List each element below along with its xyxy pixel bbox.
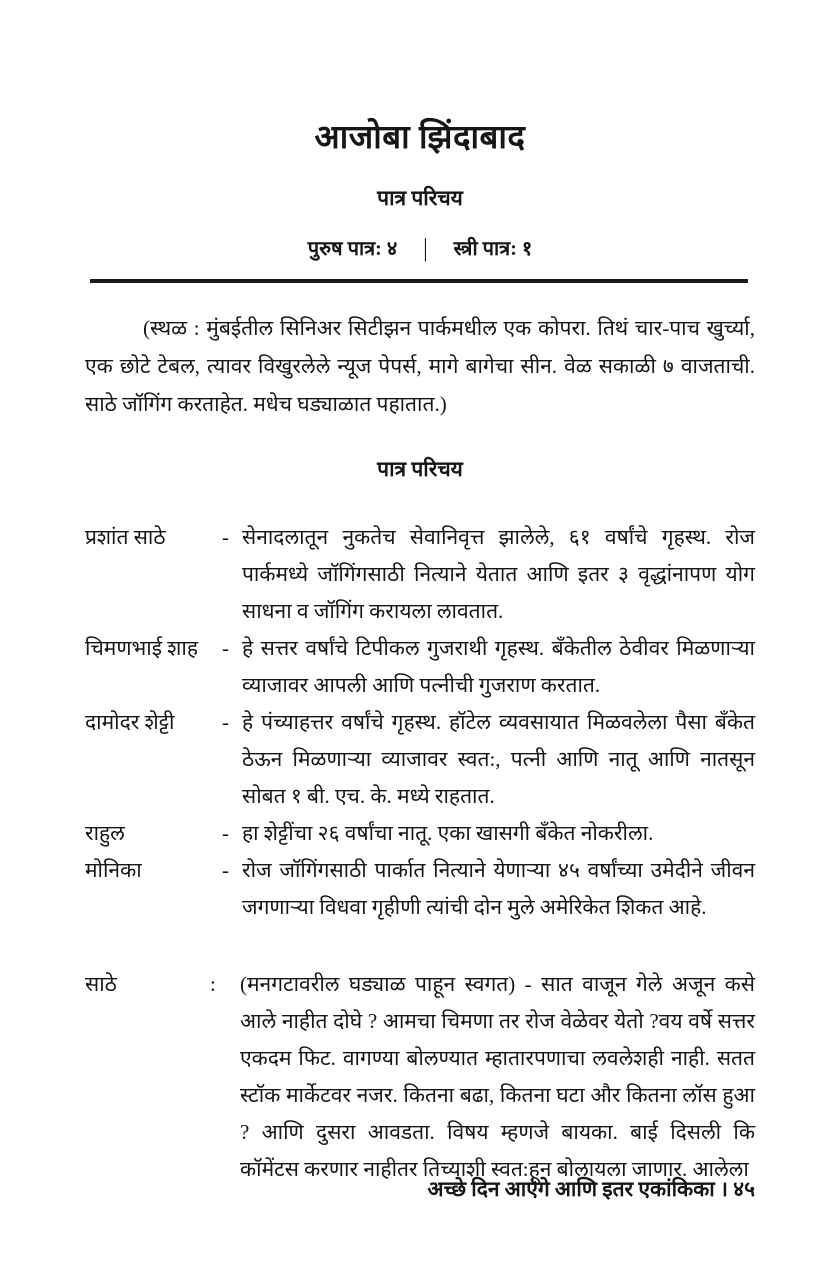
page-footer: अच्छे दिन आएंगे आणि इतर एकांकिका । ४५ xyxy=(427,1177,755,1201)
cast-separator: - xyxy=(222,858,229,882)
dialogue-row xyxy=(85,966,755,1188)
vertical-divider: | xyxy=(423,232,428,262)
speaker-separator: : xyxy=(210,972,216,996)
cast-name: प्रशांत साठे xyxy=(85,525,166,549)
cast-description: सेनादलातून नुकतेच सेवानिवृत्त झालेले, ६१ वर्षांचे गृहस्थ. रोज पार्कमध्ये जॉगिंगसाठी नित्याने येतात आणि इतर ३ वृद्धांनापण योग साधना व जॉगिंग करायला लावतात. xyxy=(242,525,755,623)
cast-count-line xyxy=(85,234,755,261)
horizontal-rule xyxy=(90,279,748,283)
cast-list-heading: पात्र परिचय xyxy=(377,457,463,481)
cast-description: हा शेट्टींचा २६ वर्षांचा नातू. एका खासगी बँकेत नोकरीला. xyxy=(242,821,654,845)
cast-row xyxy=(85,852,755,926)
cast-row xyxy=(85,630,755,704)
cast-separator: - xyxy=(222,636,229,660)
speaker-name: साठे xyxy=(85,972,117,996)
cast-row xyxy=(85,815,755,852)
cast-description: रोज जॉगिंगसाठी पार्कात नित्याने येणाऱ्या ४५ वर्षांच्या उमेदीने जीवन जगणाऱ्या विधवा गृहीणी त्यांची दोन मुले अमेरिकेत शिकत आहे. xyxy=(242,858,755,919)
cast-separator: - xyxy=(222,821,229,845)
cast-description: हे पंच्याहत्तर वर्षांचे गृहस्थ. हॉटेल व्यवसायात मिळवलेला पैसा बँकेत ठेऊन मिळणाऱ्या व्याजावर स्वत:, पत्नी आणि नातू आणि नातसून सोबत १ बी. एच. के. मध्ये राहतात. xyxy=(242,710,755,808)
cast-list xyxy=(85,519,755,926)
page-header xyxy=(85,118,755,261)
cast-row xyxy=(85,519,755,630)
character-intro-label: पात्र परिचय xyxy=(377,186,463,210)
cast-name: मोनिका xyxy=(85,858,142,882)
cast-description: हे सत्तर वर्षांचे टिपीकल गुजराथी गृहस्थ. बँकेतील ठेवीवर मिळणाऱ्या व्याजावर आपली आणि पत्नीची गुजराण करतात. xyxy=(242,636,755,697)
stage-direction: (स्थळ : मुंबईतील सिनिअर सिटीझन पार्कमधील एक कोपरा. तिथं चार-पाच खुर्च्या, एक छोटे टेबल, त्यावर विखुरलेले न्यूज पेपर्स, मागे बागेचा सीन. वेळ सकाळी ७ वाजताची. साठे जॉगिंग करताहेत. मधेच घड्याळात पहातात.) xyxy=(85,316,755,416)
cast-separator: - xyxy=(222,710,229,734)
cast-row xyxy=(85,704,755,815)
dialogue-section xyxy=(85,966,755,1188)
male-cast-count: पुरुष पात्र: ४ xyxy=(307,238,398,260)
female-cast-count: स्त्री पात्र: १ xyxy=(453,238,533,260)
play-title: आजोबा झिंदाबाद xyxy=(314,120,526,156)
cast-name: चिमणभाई शाह xyxy=(85,636,198,660)
cast-name: राहुल xyxy=(85,821,125,845)
cast-separator: - xyxy=(222,525,229,549)
dialogue-text: (मनगटावरील घड्याळ पाहून स्वगत) - सात वाजून गेले अजून कसे आले नाहीत दोघे ? आमचा चिमणा तर रोज वेळेवर येतो ?वय वर्षे सत्तर एकदम फिट. वागण्या बोलण्यात म्हातारपणाचा लवलेशही नाही. सतत स्टॉक मार्केटवर नजर. कितना बढा, कितना घटा और कितना लॉस हुआ ? आणि दुसरा आवडता. विषय म्हणजे बायका. बाई दिसली कि कॉमेंटस करणार नाहीतर तिच्याशी स्वत:हून बोलायला जाणार. आलेला xyxy=(240,972,755,1181)
cast-name: दामोदर शेट्टी xyxy=(85,710,175,734)
